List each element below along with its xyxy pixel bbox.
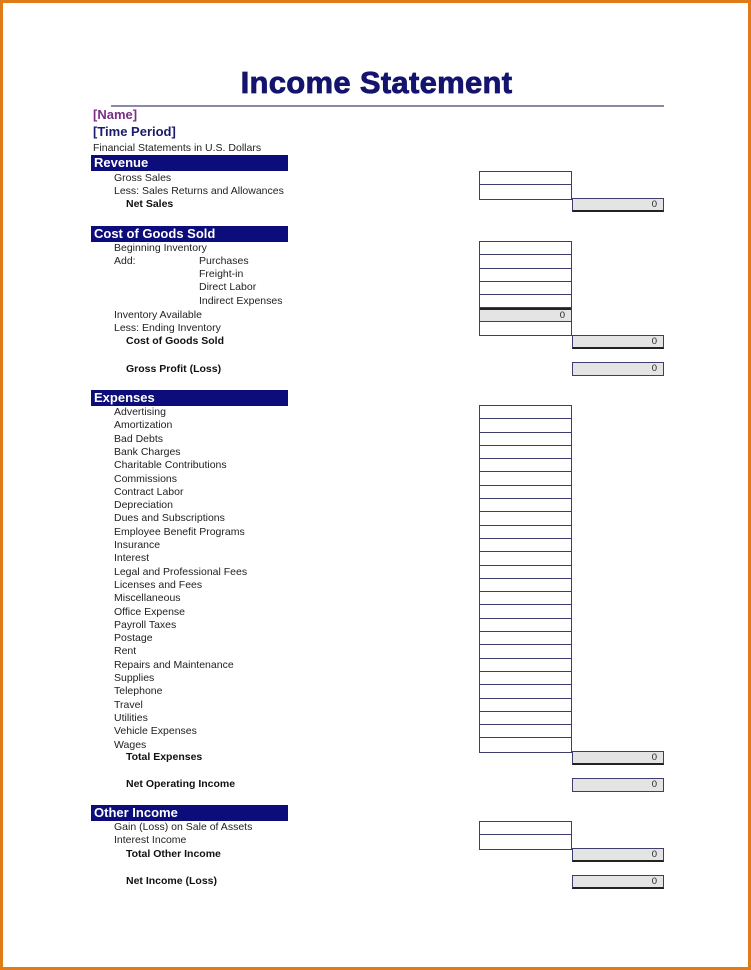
input-expense-item[interactable] xyxy=(480,486,571,499)
input-expense-item[interactable] xyxy=(480,605,571,618)
label-expense-item: Travel xyxy=(114,698,143,711)
label-expense-item: Contract Labor xyxy=(114,485,184,498)
value-total-other-income: 0 xyxy=(572,848,664,862)
label-expense-item: Payroll Taxes xyxy=(114,618,177,631)
label-expense-item: Supplies xyxy=(114,672,155,684)
input-beginning-inventory[interactable] xyxy=(480,242,571,255)
input-interest-income[interactable] xyxy=(480,835,571,848)
label-ending-inventory: Less: Ending Inventory xyxy=(114,322,221,334)
input-expense-item[interactable] xyxy=(480,592,571,605)
label-expense-item: Utilities xyxy=(114,711,148,724)
input-purchases[interactable] xyxy=(480,255,571,268)
label-gross-profit: Gross Profit (Loss) xyxy=(126,363,222,375)
label-expense-item: Amortization xyxy=(114,419,173,432)
label-expense-item: Telephone xyxy=(114,685,163,698)
input-expense-item[interactable] xyxy=(480,419,571,432)
label-expense-item: Interest xyxy=(114,552,150,565)
other-income-inputs xyxy=(479,821,572,850)
input-expense-item[interactable] xyxy=(480,685,571,698)
label-expense-item: Depreciation xyxy=(114,499,173,512)
input-expense-item[interactable] xyxy=(480,645,571,658)
label-total-expenses: Total Expenses xyxy=(126,751,203,763)
input-expense-item[interactable] xyxy=(480,566,571,579)
label-expense-item: Advertising xyxy=(114,406,166,418)
input-expense-item[interactable] xyxy=(480,659,571,672)
label-net-income: Net Income (Loss) xyxy=(126,875,218,887)
section-other-income: Other Income xyxy=(91,805,288,821)
label-expense-item: Postage xyxy=(114,632,153,645)
label-expense-item: Dues and Subscriptions xyxy=(114,512,225,525)
label-expense-item: Repairs and Maintenance xyxy=(114,658,234,671)
input-expense-item[interactable] xyxy=(480,433,571,446)
input-expense-item[interactable] xyxy=(480,672,571,685)
label-total-other-income: Total Other Income xyxy=(126,848,221,860)
label-expense-item: Office Expense xyxy=(114,605,186,618)
input-expense-item[interactable] xyxy=(480,406,571,419)
label-indirect-expenses: Indirect Expenses xyxy=(199,295,283,307)
label-expense-item: Insurance xyxy=(114,539,161,551)
value-net-operating-income: 0 xyxy=(572,778,664,792)
label-inventory-available: Inventory Available xyxy=(114,309,202,321)
label-cogs-total: Cost of Goods Sold xyxy=(126,335,224,347)
section-revenue: Revenue xyxy=(91,155,288,171)
value-cogs-total: 0 xyxy=(572,335,664,349)
value-net-income: 0 xyxy=(572,875,664,889)
input-expense-item[interactable] xyxy=(480,526,571,539)
label-direct-labor: Direct Labor xyxy=(199,281,257,293)
input-direct-labor[interactable] xyxy=(480,282,571,295)
input-ending-inventory[interactable] xyxy=(480,322,571,335)
label-expense-item: Licenses and Fees xyxy=(114,578,203,591)
label-sales-returns: Less: Sales Returns and Allowances xyxy=(114,185,284,197)
input-sales-returns[interactable] xyxy=(480,185,571,198)
currency-note: Financial Statements in U.S. Dollars xyxy=(93,142,262,154)
input-expense-item[interactable] xyxy=(480,712,571,725)
label-gain-loss-assets: Gain (Loss) on Sale of Assets xyxy=(114,821,253,833)
input-gain-loss-assets[interactable] xyxy=(480,822,571,835)
label-expense-item: Wages xyxy=(114,738,147,751)
section-cogs: Cost of Goods Sold xyxy=(91,226,288,242)
expense-inputs xyxy=(479,405,572,753)
title-divider xyxy=(111,105,664,107)
label-expense-item: Legal and Professional Fees xyxy=(114,565,248,578)
input-expense-item[interactable] xyxy=(480,552,571,565)
revenue-inputs xyxy=(479,171,572,200)
time-period[interactable]: [Time Period] xyxy=(93,124,176,139)
label-expense-item: Rent xyxy=(114,645,137,658)
input-expense-item[interactable] xyxy=(480,699,571,712)
label-expense-item: Bank Charges xyxy=(114,445,181,458)
input-expense-item[interactable] xyxy=(480,512,571,525)
label-net-sales: Net Sales xyxy=(126,198,174,210)
value-net-sales: 0 xyxy=(572,198,664,212)
input-expense-item[interactable] xyxy=(480,472,571,485)
input-expense-item[interactable] xyxy=(480,499,571,512)
company-name[interactable]: [Name] xyxy=(93,107,138,122)
label-expense-item: Employee Benefit Programs xyxy=(114,525,245,538)
label-expense-item: Commissions xyxy=(114,472,178,485)
input-expense-item[interactable] xyxy=(480,446,571,459)
label-net-operating-income: Net Operating Income xyxy=(126,778,236,790)
input-expense-item[interactable] xyxy=(480,738,571,751)
page-title: Income Statement xyxy=(240,65,513,100)
label-freight-in: Freight-in xyxy=(199,268,244,280)
label-add: Add: xyxy=(114,255,136,267)
input-expense-item[interactable] xyxy=(480,725,571,738)
value-inventory-available: 0 xyxy=(480,308,571,321)
input-expense-item[interactable] xyxy=(480,632,571,645)
input-expense-item[interactable] xyxy=(480,459,571,472)
label-expense-item: Miscellaneous xyxy=(114,592,181,605)
input-expense-item[interactable] xyxy=(480,619,571,632)
label-interest-income: Interest Income xyxy=(114,834,187,846)
label-gross-sales: Gross Sales xyxy=(114,172,172,184)
cogs-inputs xyxy=(479,241,572,336)
label-expense-item: Charitable Contributions xyxy=(114,459,227,472)
input-indirect-expenses[interactable] xyxy=(480,295,571,308)
label-purchases: Purchases xyxy=(199,255,249,267)
label-expense-item: Bad Debts xyxy=(114,432,164,445)
input-expense-item[interactable] xyxy=(480,579,571,592)
input-expense-item[interactable] xyxy=(480,539,571,552)
label-expense-item: Vehicle Expenses xyxy=(114,725,197,738)
input-freight-in[interactable] xyxy=(480,269,571,282)
label-beginning-inventory: Beginning Inventory xyxy=(114,242,207,254)
input-gross-sales[interactable] xyxy=(480,172,571,185)
value-total-expenses: 0 xyxy=(572,751,664,765)
value-gross-profit: 0 xyxy=(572,362,664,376)
section-expenses: Expenses xyxy=(91,390,288,406)
